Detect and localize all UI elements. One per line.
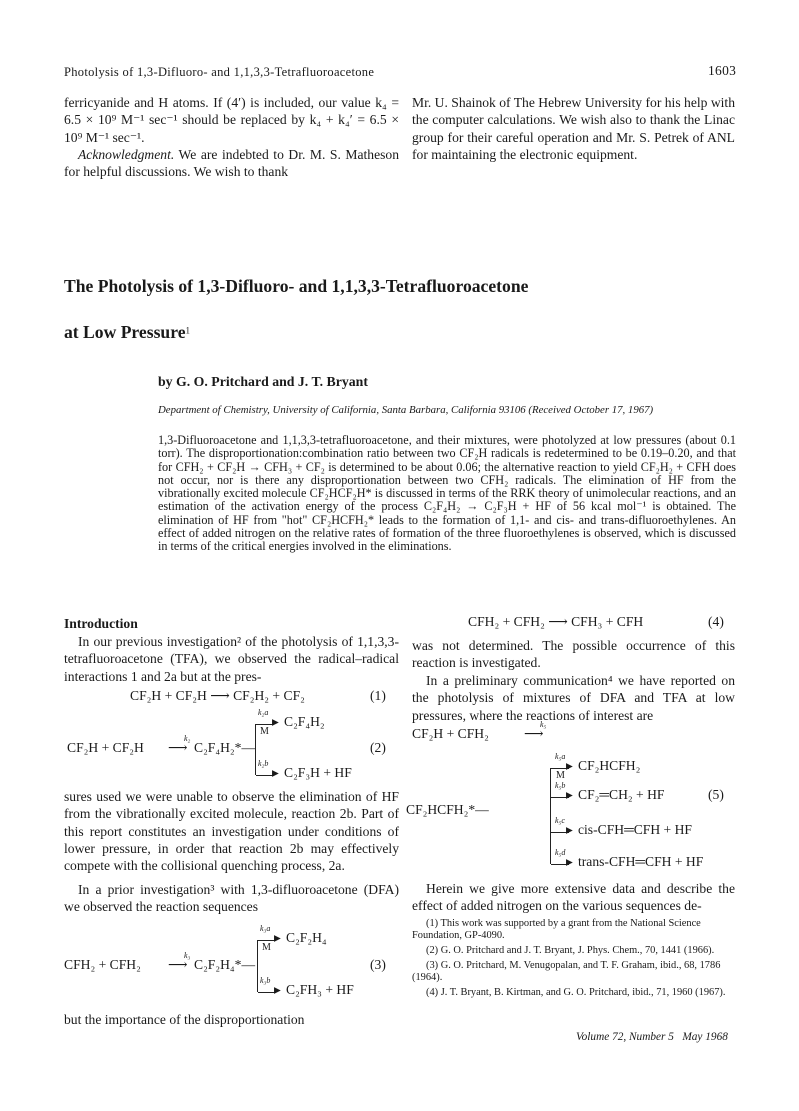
right-para2: In a preliminary communication⁴ we have reported on the photolysis of mixtures of DFA and TFA at low pressures, where the reactions of interest are (412, 673, 735, 723)
right-para1: was not determined. The possible occurrence of this reaction is investigated. (412, 638, 735, 671)
intro-para2: sures used we were unable to observe the elimination of HF from the vibrationally excited molecule, reaction 2b. Part of this report constitutes an investigation under conditions of lower pressure, in order that reaction 2b may effectively compete with the collisional quenching process, 2a. (64, 789, 399, 874)
right-para3: Herein we give more extensive data and describe the effect of added nitrogen on the various sequences de- (412, 881, 735, 914)
footnote-1: (1) This work was supported by a grant from the National Science Foundation, GP-4090. (412, 918, 701, 941)
eq3-k3a: k₃a (260, 924, 271, 933)
equation-3-number: (3) (370, 957, 386, 972)
eq5-intermediate: CF₂HCFH₂*— (406, 802, 489, 817)
running-title: Photolysis of 1,3-Difluoro- and 1,1,3,3-Tetrafluoroacetone (64, 65, 375, 79)
top-left-column (64, 94, 399, 180)
abstract: 1,3-Difluoroacetone and 1,1,3,3-tetrafluoroacetone, and their mixtures, were photolyzed at low pressures (about 0.1 torr). The disproportionation:combination ratio between two CF₂H radicals is redetermined to be 0.19–0.20, and that for CFH₂ + CF₂H → CFH₃ + CF₂ is determined to be about 0.06; the alternative reaction to yield CF₂H₂ + CFH does not occur, nor is there any disproportionation between two CFH₂ radicals. The elimination of HF from the vibrationally excited molecule CF₂HCF₂H* is discussed in terms of the RRK theory of unimolecular reactions, and an estimation of the activation energy of the process C₂F₄H₂ → C₂F₃H + HF of 56 kcal mol⁻¹ is obtained. The elimination of HF from "hot" CF₂HCFH₂* leads to the formation of 1,1- and cis- and trans-difluoroethylenes. An effect of added nitrogen on the relative rates of formation of the three fluoroethylenes is observed, which is discussed in terms of the critical energies involved in the eliminations. (158, 433, 736, 554)
eq5-product-c: cis-CFH═CFH + HF (578, 822, 692, 837)
eq3-lhs: CFH₂ + CFH₂ (64, 957, 141, 972)
eq5-product-b: CF₂═CH₂ + HF (578, 787, 665, 802)
article-title-line1: The Photolysis of 1,3-Difluoro- and 1,1,3,3-Tetrafluoroacetone (64, 276, 529, 296)
intro-para1: In our previous investigation² of the photolysis of 1,1,3,3-tetrafluoroacetone (TFA), we observed the radical–radical interactions 1 and 2a but at the pres- (64, 634, 399, 684)
eq2-lhs: CF₂H + CF₂H (67, 740, 144, 755)
introduction-heading: Introduction (64, 616, 138, 631)
authors: by G. O. Pritchard and J. T. Bryant (158, 374, 368, 389)
eq3-k3b: k₃b (260, 976, 271, 985)
eq5-product-d: trans-CFH═CFH + HF (578, 854, 704, 869)
article-title (64, 276, 528, 297)
footnote-3: (3) G. O. Pritchard, M. Venugopalan, and T. F. Graham, ibid., 68, 1786 (1964). (412, 960, 721, 983)
equation-5-branches: k₅a ▸ CF₂HCFH₂ M k₅b ▸ CF₂═CH₂ + HF (5) CF₂HCFH₂*— k₅c ▸ cis-CFH═CFH + HF k₅d ▸ trans-CFH═CFH + HF (406, 752, 724, 869)
equation-1-number: (1) (370, 688, 386, 703)
title-footnote-mark: 1 (185, 325, 191, 336)
eq5-k5: k₅ (540, 720, 547, 729)
top-right-column (412, 94, 735, 163)
eq2-m: M (260, 726, 269, 737)
eq5-product-a: CF₂HCFH₂ (578, 758, 641, 773)
eq2-product-a: C₂F₄H₂ (284, 714, 325, 729)
eq2-k2b: k₂b (258, 759, 269, 768)
top-left-text: ferricyanide and H atoms. If (4′) is included, our value k₄ = 6.5 × 10⁹ M⁻¹ sec⁻¹ should be replaced by k₄ + k₄′ = 6.5 × 10⁹ M⁻¹ sec⁻¹. (64, 95, 399, 145)
eq5-k5c: k₅c (555, 816, 565, 825)
equation-4-number: (4) (708, 614, 724, 629)
equation-2: k₂a ▸ C₂F₄H₂ M CF₂H + CF₂H k₂ ⟶ C₂F₄H₂*— (2) k₂b ▸ C₂F₃H + HF (67, 708, 386, 780)
article-title-line2: at Low Pressure (64, 322, 186, 342)
affiliation: Department of Chemistry, University of California, Santa Barbara, California 93106 (Received October 17, 1967) (158, 404, 654, 416)
eq2-k2: k₂ (184, 734, 191, 743)
eq3-product-a: C₂F₂H₄ (286, 930, 327, 945)
eq3-product-b: C₂FH₃ + HF (286, 982, 354, 997)
footnote-4: (4) J. T. Bryant, B. Kirtman, and G. O. Pritchard, ibid., 71, 1960 (1967). (426, 987, 726, 998)
eq3-m: M (262, 942, 271, 953)
eq3-k3: k₃ (184, 951, 191, 960)
eq5-k5b: k₅b (555, 781, 566, 790)
top-right-text: Mr. U. Shainok of The Hebrew University for his help with the computer calculations. We wish also to thank the Linac group for their careful operation and Mr. S. Petrek of ANL for maintaining the electronic equipment. (412, 95, 735, 162)
intro-para3: In a prior investigation³ with 1,3-difluoroacetone (DFA) we observed the reaction sequences (64, 882, 399, 915)
eq2-intermediate: C₂F₄H₂*— (194, 740, 256, 755)
equation-2-number: (2) (370, 740, 386, 755)
footnotes (412, 918, 735, 999)
eq3-intermediate: C₂F₂H₄*— (194, 957, 256, 972)
journal-footer: Volume 72, Number 5 May 1968 (576, 1031, 728, 1043)
eq5-k5d: k₅d (555, 848, 566, 857)
eq2-k2a: k₂a (258, 708, 269, 717)
eq5-m: M (556, 770, 565, 781)
eq5-lhs: CF₂H + CFH₂ (412, 726, 489, 741)
equation-5-head: CF₂H + CFH₂ k₅ ⟶ (412, 720, 547, 741)
intro-para4: but the importance of the disproportionation (64, 1012, 305, 1027)
equation-1: CF₂H + CF₂H ⟶ CF₂H₂ + CF₂ (130, 688, 305, 703)
article-title-line2-wrap (64, 322, 190, 343)
eq5-k5a: k₅a (555, 752, 566, 761)
equation-4: CFH₂ + CFH₂ ⟶ CFH₃ + CFH (468, 614, 644, 629)
page-number: 1603 (708, 63, 737, 78)
footnote-2: (2) G. O. Pritchard and J. T. Bryant, J. Phys. Chem., 70, 1441 (1966). (426, 945, 715, 956)
equation-3: k₃a ▸ C₂F₂H₄ M CFH₂ + CFH₂ k₃ ⟶ C₂F₂H₄*— (3) k₃b ▸ C₂FH₃ + HF (64, 924, 386, 997)
acknowledgment-label: Acknowledgment. (78, 146, 175, 162)
acknowledgment-text: We are indebted to Dr. M. S. Matheson for helpful discussions. We wish to thank (64, 146, 399, 180)
equation-5-number: (5) (708, 787, 724, 802)
eq2-product-b: C₂F₃H + HF (284, 765, 352, 780)
